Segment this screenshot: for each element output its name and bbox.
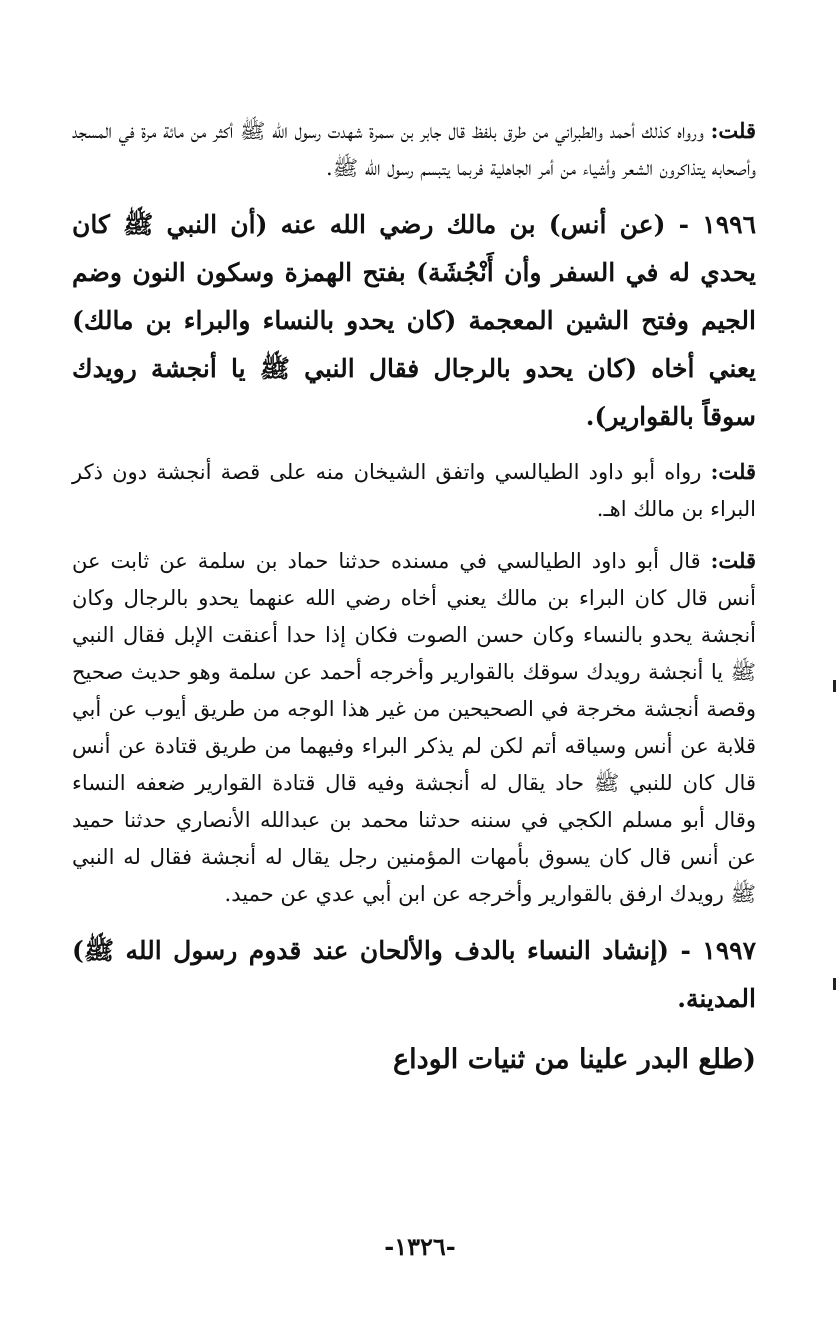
margin-mark xyxy=(833,680,836,692)
note-lead: قلت: xyxy=(710,118,756,143)
note-lead: قلت: xyxy=(710,459,756,484)
poem-verse: (طلع البدر علينا من ثنيات الوداع xyxy=(392,1044,756,1075)
note-text: قال أبو داود الطيالسي في مسنده حدثنا حماد بن سلمة عن ثابت عن أنس قال كان البراء بن مالك يعني أخاه رضي الله عنهما يحدو بالرجال وكان أنجشة يحدو بالنساء وكان حسن الصوت فكان إذا حدا أعنقت الإبل فقال النبي ﷺ يا أنجشة رويدك سوقك بالقوارير وأخرجه أحمد عن سلمة وهو حديث صحيح وقصة أنجشة مخرجة في الصحيحين من غير هذا الوجه من طريق أيوب عن أبي قلابة عن أنس وسياقه أتم لكن لم يذكر البراء وفيهما من طريق قتادة عن أنس قال كان للنبي ﷺ حاد يقال له أنجشة وفيه قال قتادة القوارير ضعفه النساء وقال أبو مسلم الكجي في سننه حدثنا محمد بن عبدالله الأنصاري حدثنا حميد عن أنس قال كان يسوق بأمهات المؤمنين رجل يقال له أنجشة فقال له النبي ﷺ رويدك ارفق بالقوارير وأخرجه عن ابن أبي عدي عن حميد. xyxy=(72,549,756,906)
note-text: ورواه كذلك أحمد والطبراني من طرق بلفظ قال جابر بن سمرة شهدت رسول الله ﷺ أكثر من مائة مرة في المسجد وأصحابه يتذاكرون الشعر وأشياء من أمر الجاهلية فربما يتبسم رسول الله ﷺ. xyxy=(72,119,756,180)
note-lead: قلت: xyxy=(710,548,756,573)
margin-mark xyxy=(833,978,836,990)
hadith-1997: ١٩٩٧ - (إنشاد النساء بالدف والألحان عند قدوم رسول الله ﷺ) المدينة. xyxy=(72,936,756,1013)
page-body xyxy=(72,112,756,1085)
note-paragraph-3 xyxy=(72,542,756,913)
note-paragraph-2 xyxy=(72,453,756,528)
hadith-1996: ١٩٩٦ - (عن أنس) بن مالك رضي الله عنه (أن النبي ﷺ كان يحدي له في السفر وأن أَنْجُشَة) بفتح الهمزة وسكون النون وضم الجيم وفتح الشين المعجمة (كان يحدو بالنساء والبراء بن مالك) يعني أخاه (كان يحدو بالرجال فقال النبي ﷺ يا أنجشة رويدك سوقاً بالقوارير). xyxy=(72,210,756,431)
note-text: رواه أبو داود الطيالسي واتفق الشيخان منه على قصة أنجشة دون ذكر البراء بن مالك اهـ. xyxy=(72,460,756,521)
page-number: -١٣٢٦- xyxy=(384,1232,456,1261)
note-paragraph-1 xyxy=(72,112,756,187)
